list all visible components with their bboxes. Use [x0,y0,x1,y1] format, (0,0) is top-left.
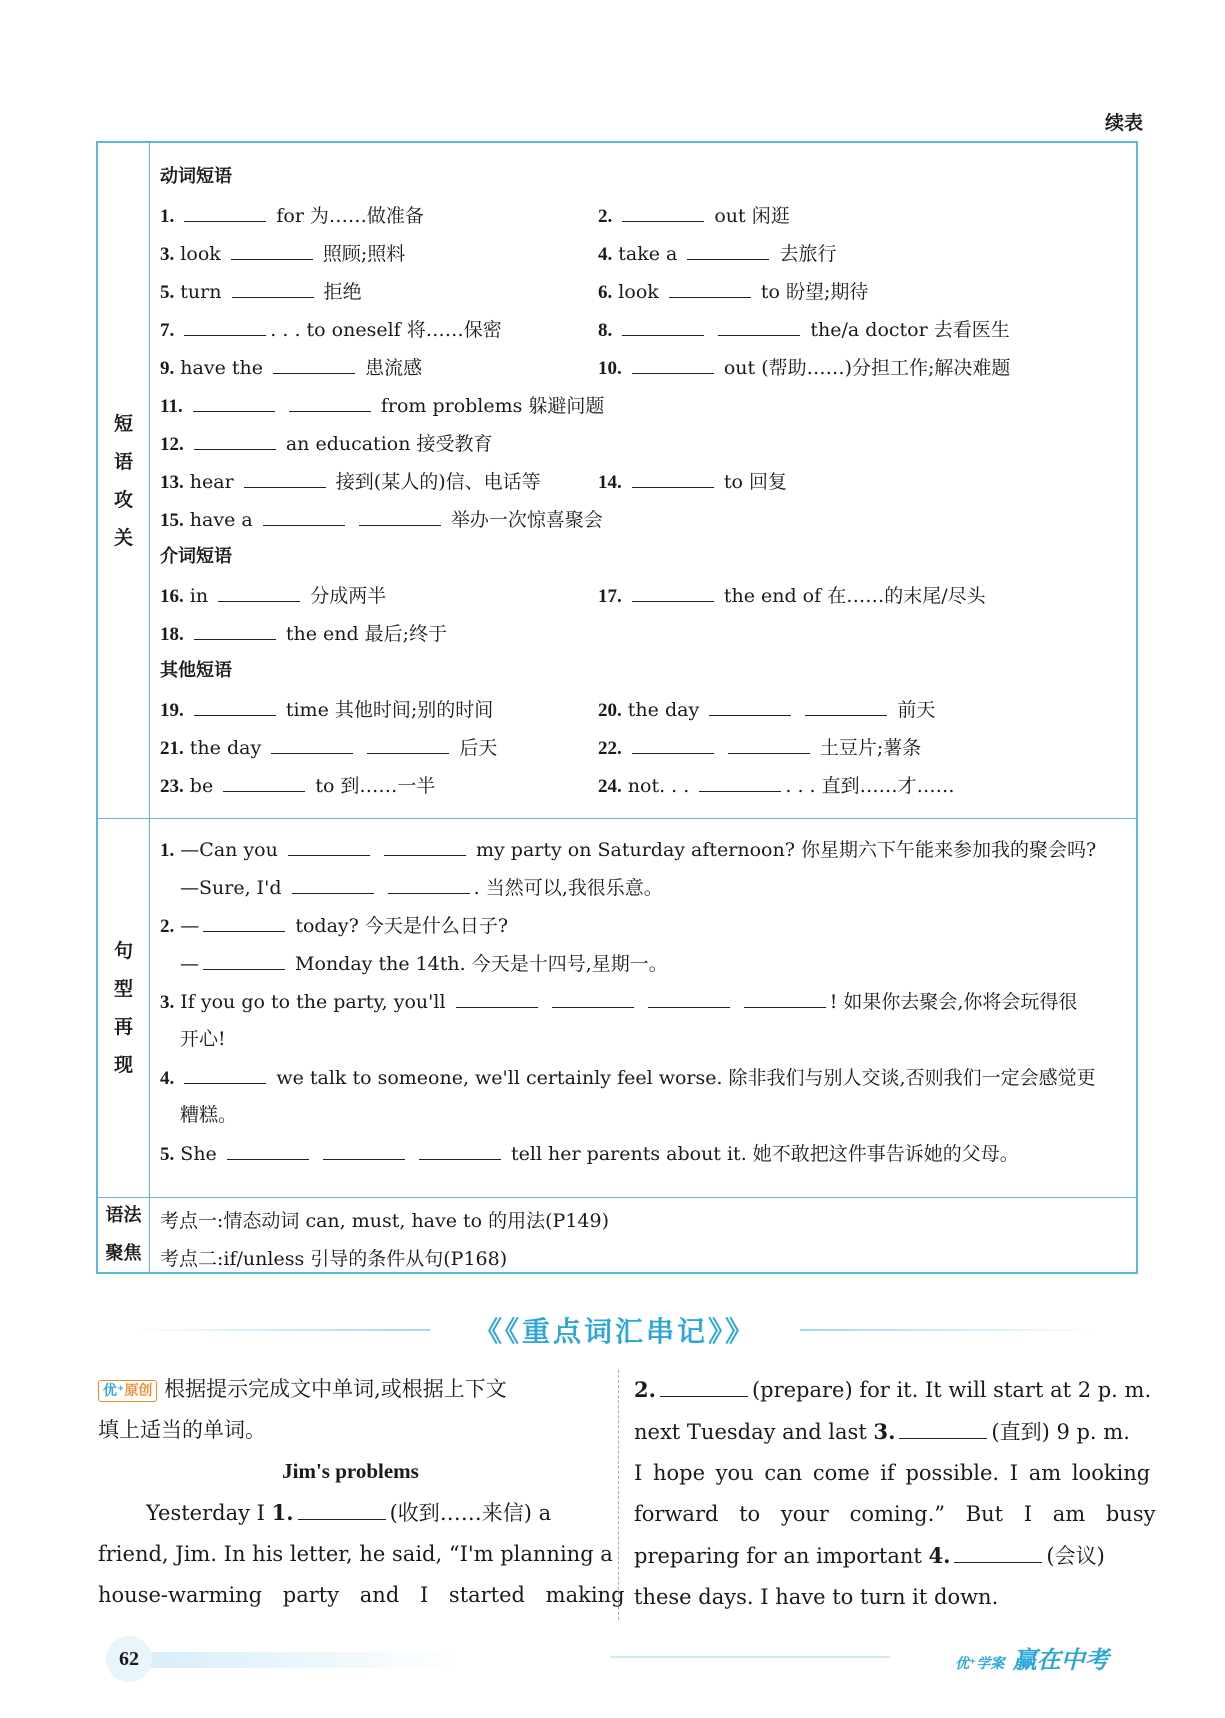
label-char: 型 [113,978,133,1000]
passage-title: Jim's problems [282,1459,419,1483]
phrase-item: 23. be to 到……一半 [160,775,436,797]
answer-blank[interactable] [244,469,326,488]
answer-blank[interactable] [288,837,370,856]
phrase-table [96,141,1138,1274]
grammar-point-1: 考点一:情态动词 can, must, have to 的用法(P149) [160,1210,610,1232]
sentence-item: 开心! [180,1028,226,1050]
passage-line: forward to your coming.” But I am busy [634,1502,1156,1526]
section-label-sentences [98,819,150,1197]
sentence-item: 3. If you go to the party, you'll ! 如果你去聚会,你将会玩得很 [160,991,1078,1013]
answer-blank[interactable] [728,735,810,754]
sentence-item: 2. — today? 今天是什么日子? [160,915,509,937]
label-char: 短 [113,412,133,435]
label-char: 现 [113,1054,133,1076]
answer-blank[interactable] [292,875,374,894]
phrase-item: 7. . . . to oneself 将……保密 [160,319,502,341]
answer-blank[interactable] [384,837,466,856]
answer-blank[interactable] [622,203,704,222]
passage-line: Yesterday I 1. (收到……来信) a [146,1500,552,1525]
label-char: 攻 [113,488,133,511]
divider [98,1197,1136,1198]
sentence-item: 糟糕。 [180,1104,238,1126]
answer-blank[interactable] [632,469,714,488]
title-line-right [800,1329,1100,1331]
answer-blank[interactable] [744,989,826,1008]
answer-blank[interactable] [203,913,285,932]
phrase-item: 3. look 照顾;照料 [160,243,406,265]
answer-blank[interactable] [273,355,355,374]
instruction-line: 填上适当的单词。 [98,1418,266,1442]
answer-blank[interactable] [184,317,266,336]
answer-blank[interactable] [419,1141,501,1160]
answer-blank[interactable] [388,875,470,894]
footer-line [610,1656,890,1658]
divider [98,818,1136,819]
passage-line: these days. I have to turn it down. [634,1585,999,1609]
phrase-item: 22. 土豆片;薯条 [598,737,922,759]
answer-blank[interactable] [552,989,634,1008]
phrase-item: 16. in 分成两半 [160,585,387,607]
page-number: 62 [106,1636,152,1682]
answer-blank[interactable] [218,583,300,602]
answer-blank[interactable] [359,507,441,526]
answer-blank[interactable] [669,279,751,298]
sentence-item: — Monday the 14th. 今天是十四号,星期一。 [180,953,668,975]
passage-line: friend, Jim. In his letter, he said, “I'm planning a [98,1542,613,1566]
answer-blank[interactable] [709,697,791,716]
answer-blank[interactable] [232,279,314,298]
answer-blank[interactable] [289,393,371,412]
answer-blank[interactable] [263,507,345,526]
answer-blank[interactable] [184,1065,266,1084]
answer-blank[interactable] [203,951,285,970]
phrase-item: 11. from problems 躲避问题 [160,395,605,417]
label-char: 句 [113,940,133,962]
answer-blank[interactable] [648,989,730,1008]
answer-blank[interactable] [954,1544,1042,1563]
answer-blank[interactable] [632,583,714,602]
phrase-item: 13. hear 接到(某人的)信、电话等 [160,471,541,493]
other-phrases-heading: 其他短语 [160,660,232,681]
sentence-item: —Sure, I'd . 当然可以,我很乐意。 [180,877,663,899]
passage-line: house-warming party and I started making [98,1583,625,1607]
sentence-item: 4. we talk to someone, we'll certainly feel worse. 除非我们与别人交谈,否则我们一定会感觉更 [160,1067,1096,1089]
brand-logo: 优⁺学案 赢在中考 [955,1646,1109,1674]
continued-label: 续表 [1104,112,1143,134]
phrase-item: 21. the day 后天 [160,737,498,759]
phrase-item: 4. take a 去旅行 [598,243,837,265]
phrase-item: 14. to 回复 [598,471,787,493]
grammar-point-2: 考点二:if/unless 引导的条件从句(P168) [160,1248,508,1270]
phrase-item: 1. for 为……做准备 [160,205,424,227]
passage-line: preparing for an important 4. (会议) [634,1543,1105,1568]
answer-blank[interactable] [193,393,275,412]
answer-blank[interactable] [632,355,714,374]
title-line-left [130,1329,430,1331]
answer-blank[interactable] [227,1141,309,1160]
section-label-grammar [98,1198,150,1272]
label-char: 语 [113,450,133,473]
phrase-item: 2. out 闲逛 [598,205,790,227]
phrase-item: 18. the end 最后;终于 [160,623,448,645]
answer-blank[interactable] [298,1501,386,1520]
phrase-item: 15. have a 举办一次惊喜聚会 [160,509,603,531]
answer-blank[interactable] [456,989,538,1008]
answer-blank[interactable] [231,241,313,260]
phrase-item: 24. not. . . . . . 直到……才…… [598,775,955,797]
answer-blank[interactable] [323,1141,405,1160]
section-label-phrases [98,143,150,818]
sentence-item: 1. —Can you my party on Saturday afternoon? 你星期六下午能来参加我的聚会吗? [160,839,1097,861]
passage-line: 2. (prepare) for it. It will start at 2 p. m. [634,1377,1152,1402]
phrase-item: 12. an education 接受教育 [160,433,493,455]
answer-blank[interactable] [622,317,704,336]
answer-blank[interactable] [632,735,714,754]
phrase-item: 9. have the 患流感 [160,357,423,379]
answer-blank[interactable] [660,1378,748,1397]
phrase-item: 19. time 其他时间;别的时间 [160,699,494,721]
sentence-item: 5. She tell her parents about it. 她不敢把这件事告诉她的父母。 [160,1143,1019,1165]
phrase-item: 10. out (帮助……)分担工作;解决难题 [598,357,1011,379]
label-text: 聚焦 [105,1243,142,1264]
phrase-item: 5. turn 拒绝 [160,281,362,303]
answer-blank[interactable] [699,773,781,792]
instruction-line: 优⁺原创 根据提示完成文中单词,或根据上下文 [98,1369,603,1410]
phrase-item: 20. the day 前天 [598,699,936,721]
answer-blank[interactable] [687,241,769,260]
answer-blank[interactable] [271,735,353,754]
column-divider [618,1370,619,1620]
vocab-title-text: 《《重点词汇串记》》 [473,1315,757,1348]
phrase-item: 17. the end of 在……的末尾/尽头 [598,585,986,607]
passage-line: next Tuesday and last 3. (直到) 9 p. m. [634,1419,1130,1444]
answer-blank[interactable] [194,431,276,450]
label-text: 语法 [105,1205,142,1226]
original-badge: 优⁺原创 [98,1380,157,1402]
exercise-left-column [98,1369,625,1616]
answer-blank[interactable] [367,735,449,754]
label-char: 关 [113,526,133,549]
verb-phrases-heading: 动词短语 [160,166,232,187]
answer-blank[interactable] [805,697,887,716]
passage-line: I hope you can come if possible. I am looking [634,1461,1151,1485]
label-char: 再 [113,1016,133,1038]
answer-blank[interactable] [184,203,266,222]
answer-blank[interactable] [194,621,276,640]
answer-blank[interactable] [718,317,800,336]
answer-blank[interactable] [899,1420,987,1439]
exercise-right-column [634,1369,1156,1618]
answer-blank[interactable] [223,773,305,792]
footer-bar [150,1652,460,1668]
phrase-item: 6. look to 盼望;期待 [598,281,869,303]
answer-blank[interactable] [194,697,276,716]
phrase-item: 8. the/a doctor 去看医生 [598,319,1010,341]
vocab-section-title [0,1310,1225,1350]
prep-phrases-heading: 介词短语 [160,546,232,567]
